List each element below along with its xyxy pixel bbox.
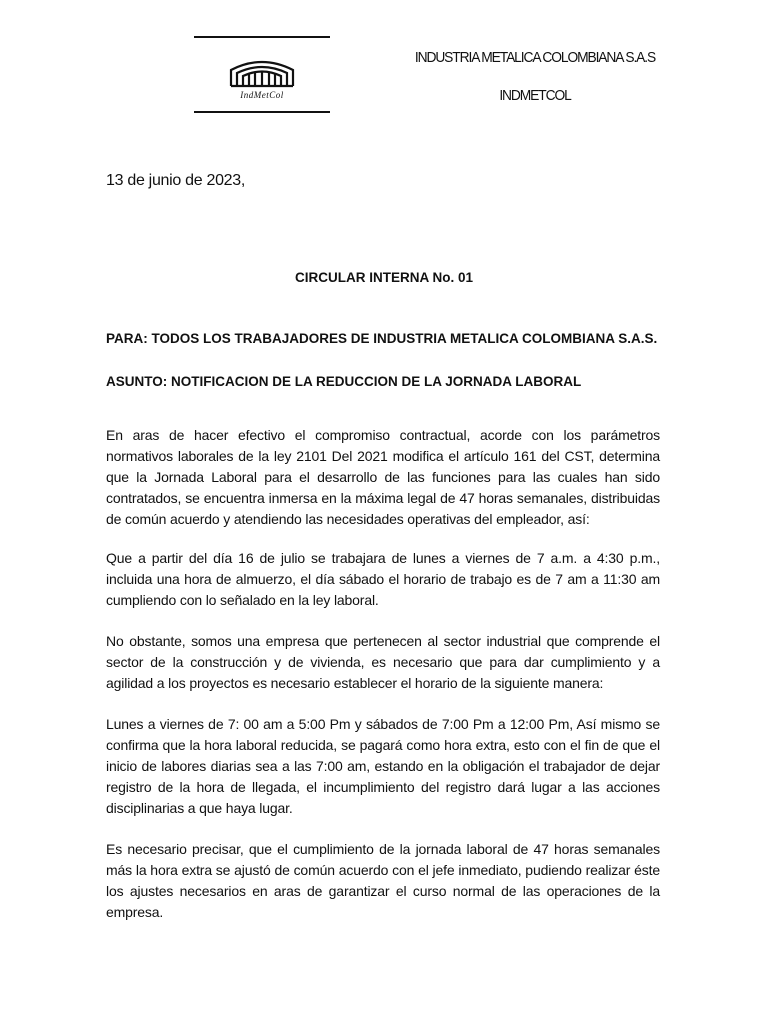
circular-title: CIRCULAR INTERNA No. 01 <box>294 270 473 285</box>
building-logo-icon <box>228 58 296 88</box>
subject-line: ASUNTO: NOTIFICACION DE LA REDUCCION DE LA JORNADA LABORAL <box>106 374 582 389</box>
body-paragraph: Que a partir del día 16 de julio se trabajara de lunes a viernes de 7 a.m. a 4:30 p.m., incluida una hora de almuerzo, el día sábado el horario de trabajo es de 7 am a 11:30 am cumpliendo con lo señalado en la ley laboral. <box>106 550 660 608</box>
company-abbreviation: INDMETCOL <box>499 87 571 104</box>
logo-top-rule <box>194 36 330 38</box>
logo-text: IndMetCol <box>240 90 284 100</box>
company-name: INDUSTRIA METALICA COLOMBIANA S.A.S <box>414 49 656 66</box>
company-logo <box>194 36 330 112</box>
body-paragraph: Es necesario precisar, que el cumplimiento de la jornada laboral de 47 horas semanales más la hora extra se ajustó de común acuerdo con el jefe inmediato, pudiendo realizar éste los ajustes necesarios en aras de garantizar el curso normal de las operaciones de la empresa. <box>106 841 660 920</box>
document-date: 13 de junio de 2023, <box>106 172 246 189</box>
body-paragraph: En aras de hacer efectivo el compromiso contractual, acorde con los parámetros normativos laborales de la ley 2101 Del 2021 modifica el artículo 161 del CST, determina que la Jornada Laboral para el desarrollo de las funciones para las cuales han sido contratados, se encuentra inmersa en la máxima legal de 47 horas semanales, distribuidas de común acuerdo y atendiendo las necesidades operativas del empleador, así: <box>106 427 660 527</box>
body-paragraph: Lunes a viernes de 7: 00 am a 5:00 Pm y sábados de 7:00 Pm a 12:00 Pm, Así mismo se confirma que la hora laboral reducida, se pagará como hora extra, esto con el fin de que el inicio de labores diarias sea a las 7:00 am, estando en la obligación el trabajador de dejar registro de la hora de llegada, el incumplimiento del registro dará lugar a las acciones disciplinarias a que haya lugar. <box>106 716 660 816</box>
logo-bottom-rule <box>194 111 330 113</box>
body-paragraph: No obstante, somos una empresa que pertenecen al sector industrial que comprende el sector de la construcción y de vivienda, es necesario que para dar cumplimiento y a agilidad a los proyectos es necesario establecer el horario de la siguiente manera: <box>106 633 660 691</box>
recipients-line: PARA: TODOS LOS TRABAJADORES DE INDUSTRIA METALICA COLOMBIANA S.A.S. <box>106 331 658 346</box>
